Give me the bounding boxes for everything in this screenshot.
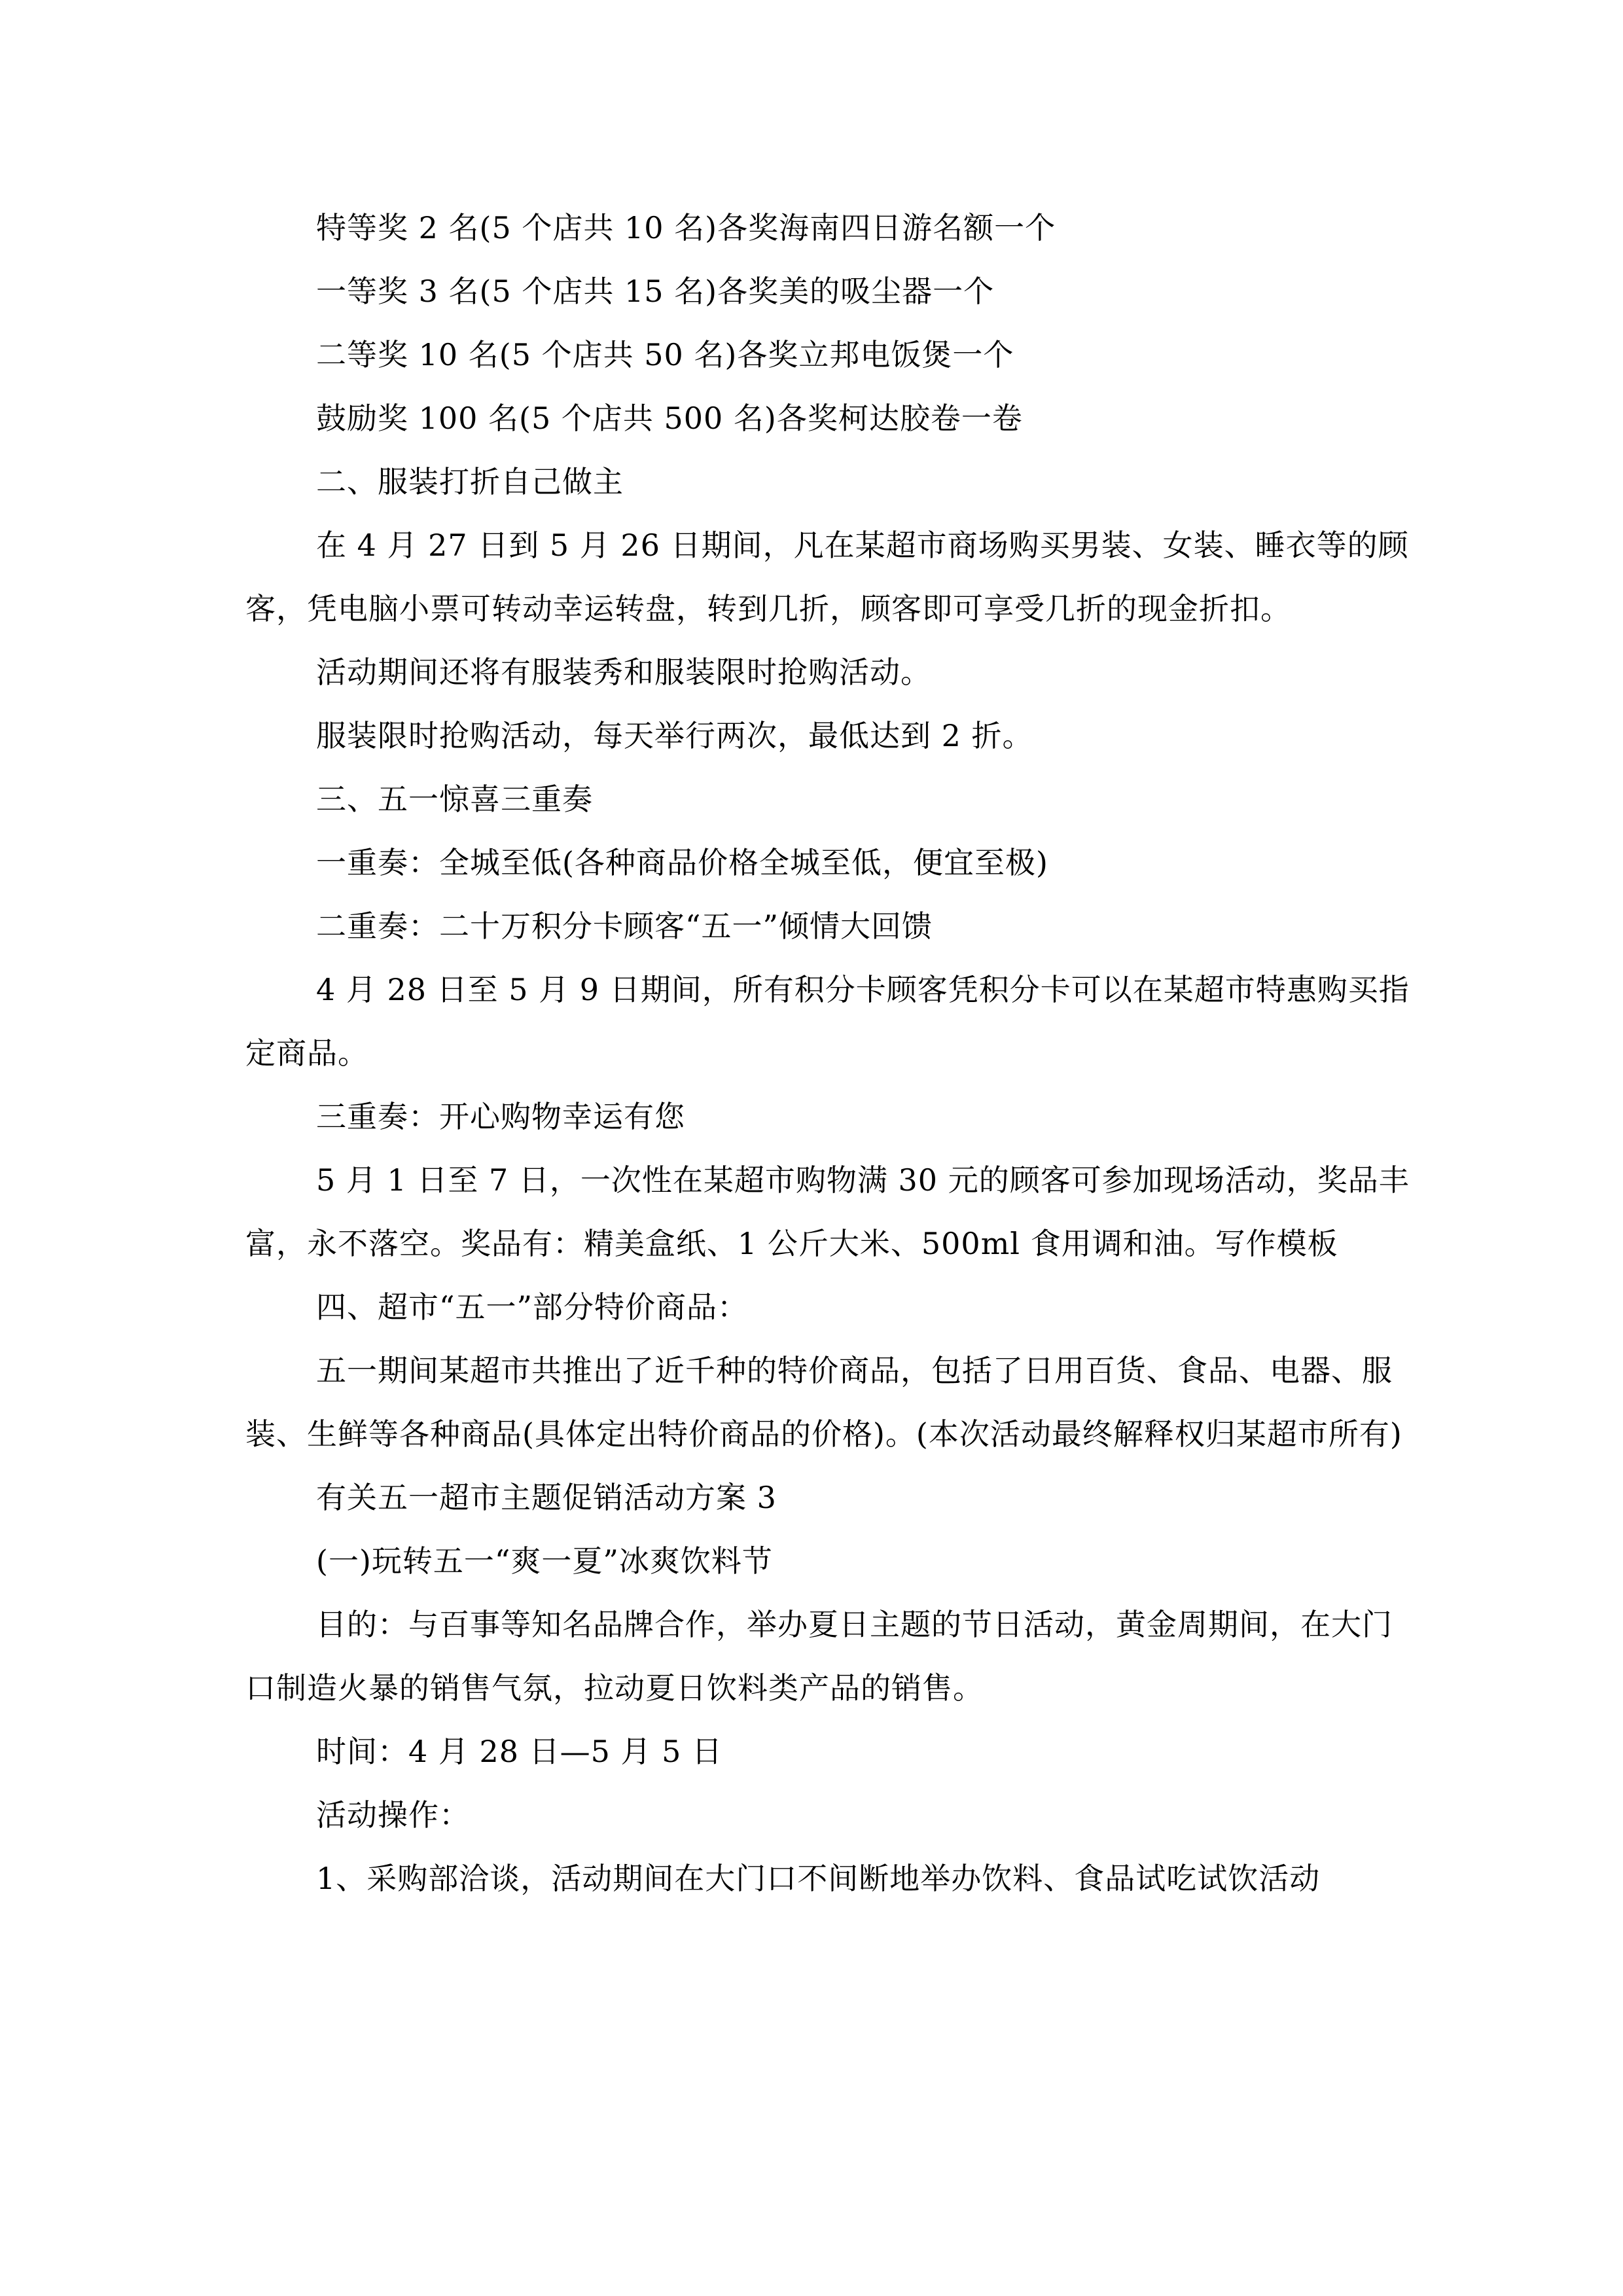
paragraph-prize-first: 一等奖 3 名(5 个店共 15 名)各奖美的吸尘器一个: [316, 274, 995, 309]
paragraph-time: 时间：4 月 28 日—5 月 5 日: [316, 1734, 723, 1769]
paragraph-points-card: 4 月 28 日至 5 月 9 日期间，所有积分卡顾客凭积分卡可以在某超市特惠购买指定商品。: [245, 972, 1410, 1071]
paragraph-special-goods: 五一期间某超市共推出了近千种的特价商品，包括了日用百货、食品、电器、服装、生鲜等各种商品(具体定出特价商品的价格)。(本次活动最终解释权归某超市所有): [245, 1353, 1402, 1452]
paragraph-purpose: 目的：与百事等知名品牌合作，举办夏日主题的节日活动，黄金周期间，在大门口制造火暴的销售气氛，拉动夏日饮料类产品的销售。: [245, 1607, 1393, 1706]
paragraph-prize-special: 特等奖 2 名(5 个店共 10 名)各奖海南四日游名额一个: [316, 210, 1056, 245]
paragraph-third-act: 三重奏：开心购物幸运有您: [316, 1099, 685, 1134]
paragraph-fashion-show: 活动期间还将有服装秀和服装限时抢购活动。: [316, 655, 931, 690]
paragraph-clothing-discount: 在 4 月 27 日到 5 月 26 日期间，凡在某超市商场购买男装、女装、睡衣等的顾客，凭电脑小票可转动幸运转盘，转到几折，顾客即可享受几折的现金折扣。: [245, 528, 1409, 626]
section-heading-surprise: 三、五一惊喜三重奏: [316, 781, 593, 817]
paragraph-first-act: 一重奏：全城至低(各种商品价格全城至低，便宜至极): [316, 845, 1048, 880]
plan-title: 有关五一超市主题促销活动方案 3: [316, 1480, 777, 1515]
paragraph-prize-encouragement: 鼓励奖 100 名(5 个店共 500 名)各奖柯达胶卷一卷: [316, 401, 1023, 436]
section-heading-clothing: 二、服装打折自己做主: [316, 464, 624, 499]
paragraph-second-act: 二重奏：二十万积分卡顾客“五一”倾情大回馈: [316, 908, 933, 944]
paragraph-shopping-prizes: 5 月 1 日至 7 日，一次性在某超市购物满 30 元的顾客可参加现场活动，奖品丰富，永不落空。奖品有：精美盒纸、1 公斤大米、500ml 食用调和油。写作模板: [245, 1162, 1410, 1261]
section-heading-special-goods: 四、超市“五一”部分特价商品：: [316, 1289, 749, 1325]
section-heading-drinks-festival: (一)玩转五一“爽一夏”冰爽饮料节: [316, 1543, 773, 1579]
paragraph-operation-step-1: 1、采购部洽谈，活动期间在大门口不间断地举办饮料、食品试吃试饮活动: [316, 1861, 1321, 1896]
paragraph-operation-heading: 活动操作：: [316, 1797, 470, 1833]
paragraph-flash-sale: 服装限时抢购活动，每天举行两次，最低达到 2 折。: [316, 718, 1033, 753]
document-body: [245, 196, 1417, 1910]
paragraph-prize-second: 二等奖 10 名(5 个店共 50 名)各奖立邦电饭煲一个: [316, 337, 1014, 372]
